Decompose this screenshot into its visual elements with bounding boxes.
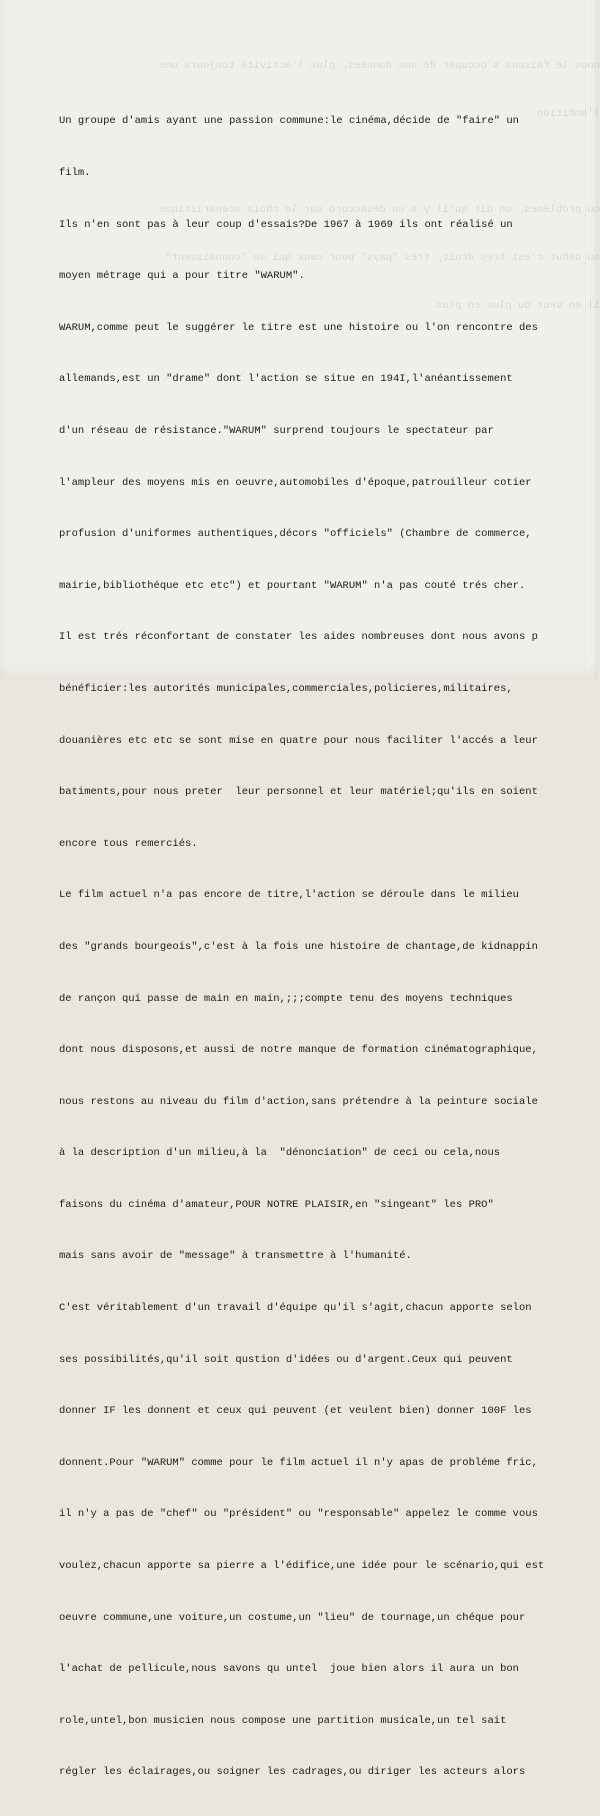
text-line: moyen métrage qui a pour titre "WARUM". [59, 270, 305, 283]
text-line: mais sans avoir de "message" à transmettre à l'humanité. [59, 1250, 412, 1263]
text-line: voulez,chacun apporte sa pierre a l'édifice,une idée pour le scénario,qui est [59, 1560, 545, 1573]
text-line: Un groupe d'amis ayant une passion commune:le cinéma,décide de "faire" un [59, 115, 519, 128]
text-line: douanières etc etc se sont mise en quatre pour nous faciliter l'accés a leur [59, 734, 538, 747]
text-line: d'un réseau de résistance."WARUM" surprend toujours le spectateur par [59, 424, 494, 437]
text-line: role,untel,bon musicien nous compose une partition musicale,un tel sait [59, 1714, 507, 1727]
text-line: régler les éclairages,ou soigner les cadrages,ou diriger les acteurs alors [59, 1766, 526, 1779]
text-line: batiments,pour nous preter leur personnel et leur matériel;qu'ils en soient [59, 786, 538, 799]
text-line: Le film actuel n'a pas encore de titre,l'action se déroule dans le milieu [59, 889, 519, 902]
text-line: l'ampleur des moyens mis en oeuvre,automobiles d'époque,patrouilleur cotier [59, 476, 532, 489]
text-line: il n'y a pas de "chef" ou "président" ou "responsable" appelez le comme vous [59, 1508, 538, 1521]
text-line: profusion d'uniformes authentiques,décors "officiels" (Chambre de commerce, [59, 528, 532, 541]
ghost-line: nous le faisons s'occuper de nos données, plus l'activité toujours une [158, 60, 600, 72]
text-line: de rançon qui passe de main en main,;;;compte tenu des moyens techniques [59, 992, 513, 1005]
text-line: ses possibilités,qu'il soit qustion d'idées ou d'argent.Ceux qui peuvent [59, 1353, 513, 1366]
text-line: Ils n'en sont pas à leur coup d'essais?De 1967 à 1969 ils ont réalisé un [59, 218, 513, 231]
text-line: C'est véritablement d'un travail d'équipe qu'il s'agit,chacun apporte selon [59, 1302, 532, 1315]
text-line: oeuvre commune,une voiture,un costume,un "lieu" de tournage,un chéque pour [59, 1611, 526, 1624]
text-line: bénéficier:les autorités municipales,commerciales,policieres,militaires, [59, 682, 513, 695]
text-line: des "grands bourgeois",c'est à la fois une histoire de chantage,de kidnappin [59, 940, 538, 953]
text-line: donnent.Pour "WARUM" comme pour le film actuel il n'y apas de probléme fric, [59, 1456, 538, 1469]
ghost-line: il en veut du plus en plus [436, 300, 600, 312]
ghost-line: l'ambition. [530, 108, 600, 120]
text-line: donner IF les donnent et ceux qui peuvent (et veulent bien) donner 100F les [59, 1405, 532, 1418]
text-line: film. [59, 167, 91, 179]
text-line: nous restons au niveau du film d'action,sans prétendre à la peinture sociale [59, 1095, 538, 1108]
ghost-line: ou problèmes, on dit qu'il y a un désaccord sur le choix scénaristique [158, 204, 600, 216]
text-line: faisons du cinéma d'amateur,POUR NOTRE PLAISIR,en "singeant" les PRO" [59, 1198, 494, 1211]
text-line: l'achat de pellicule,nous savons qu untel joue bien alors il aura un bon [59, 1663, 519, 1676]
text-line: allemands,est un "drame" dont l'action se situe en 194I,l'anéantissement [59, 373, 513, 386]
text-line: dont nous disposons,et aussi de notre manque de formation cinématographique, [59, 1044, 538, 1057]
text-line: à la description d'un milieu,à la "dénonciation" de ceci ou cela,nous [59, 1147, 501, 1160]
letter-body [59, 79, 599, 1816]
text-line: encore tous remerciés. [59, 837, 198, 850]
text-line: mairie,bibliothéque etc etc") et pourtant "WARUM" n'a pas couté trés cher. [59, 579, 526, 592]
ghost-line: au début c'est très droit, très "pays" pour ceux qui se "connaissent" [165, 252, 600, 264]
text-line: Il est trés réconfortant de constater les aides nombreuses dont nous avons p [59, 631, 538, 644]
text-line: WARUM,comme peut le suggérer le titre est une histoire ou l'on rencontre des [59, 321, 538, 334]
